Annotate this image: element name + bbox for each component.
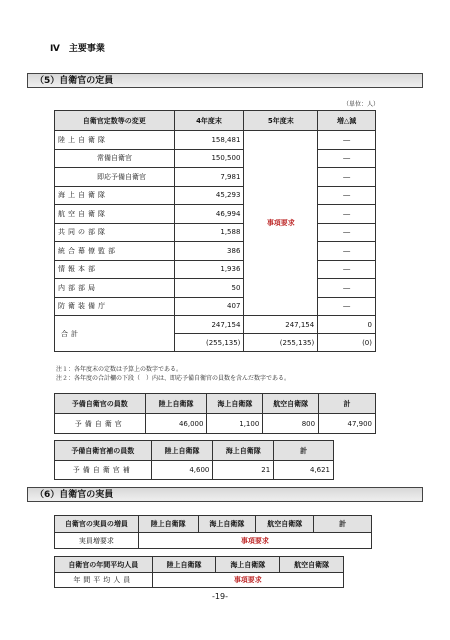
table-row: 海上自衛隊 45,293 ― xyxy=(55,186,376,205)
unit-label: （単位：人） xyxy=(343,101,380,108)
table-row: 実員増要求 事項要求 xyxy=(55,533,372,549)
table-row: 常備自衛官 150,500 ― xyxy=(55,149,376,168)
header-fy4: 4年度末 xyxy=(174,111,244,131)
reserve-personnel-table: 予備自衛官の員数 陸上自衛隊 海上自衛隊 航空自衛隊 計 予備自衛官 46,000 1,100 800 47,900 xyxy=(54,393,376,434)
total-paren-row: (255,135) (255,135) (0) xyxy=(55,334,376,352)
section-6-header xyxy=(27,487,423,502)
section-6-title: （6）自衛官の実員 xyxy=(35,490,114,500)
note-1: 注１：各年度末の定数は予算上の数字である。 xyxy=(56,366,183,373)
request-cell: 事項要求 xyxy=(152,573,343,588)
section-5-title: （5）自衛官の定員 xyxy=(35,76,114,86)
note-2: 注２：各年度の合計欄の下段（ ）内は、即応予備自衛官の員数を含んだ数字である。 xyxy=(56,375,291,382)
header-change: 自衛官定数等の変更 xyxy=(55,111,175,131)
table-row: 予備自衛官 46,000 1,100 800 47,900 xyxy=(55,414,376,434)
table-row: 内部部局 50 ― xyxy=(55,279,376,298)
total-row: 合計 247,154 247,154 0 xyxy=(55,316,376,334)
header-fy5: 5年度末 xyxy=(244,111,318,131)
request-cell: 事項要求 xyxy=(138,533,371,549)
chapter-heading: Ⅳ 主要事業 xyxy=(50,44,105,54)
personnel-quota-table xyxy=(54,110,376,352)
reserve-candidate-table: 予備自衛官補の員数 陸上自衛隊 海上自衛隊 計 予備自衛官補 4,600 21 4,621 xyxy=(54,440,334,480)
page-number: -19- xyxy=(212,592,228,601)
table-row: 年間平均人員 事項要求 xyxy=(55,573,344,588)
actual-increase-table: 自衛官の実員の増員 陸上自衛隊 海上自衛隊 航空自衛隊 計 実員増要求 事項要求 xyxy=(54,515,372,549)
table-row: 陸上自衛隊 158,481 事項要求 ― xyxy=(55,131,376,150)
table-row: 即応予備自衛官 7,981 ― xyxy=(55,168,376,187)
table-row: 統合幕僚監部 386 ― xyxy=(55,242,376,261)
table-row: 航空自衛隊 46,994 ― xyxy=(55,205,376,224)
total-label: 合計 xyxy=(55,316,175,352)
request-cell: 事項要求 xyxy=(244,131,318,316)
header-diff: 増△減 xyxy=(318,111,376,131)
table-row: 予備自衛官補 4,600 21 4,621 xyxy=(55,461,334,480)
table-row: 情報本部 1,936 ― xyxy=(55,260,376,279)
table-row: 共同の部隊 1,588 ― xyxy=(55,223,376,242)
table-row: 防衛装備庁 407 ― xyxy=(55,297,376,316)
annual-average-table: 自衛官の年間平均人員 陸上自衛隊 海上自衛隊 航空自衛隊 年間平均人員 事項要求 xyxy=(54,556,344,588)
section-5-header xyxy=(27,73,423,88)
